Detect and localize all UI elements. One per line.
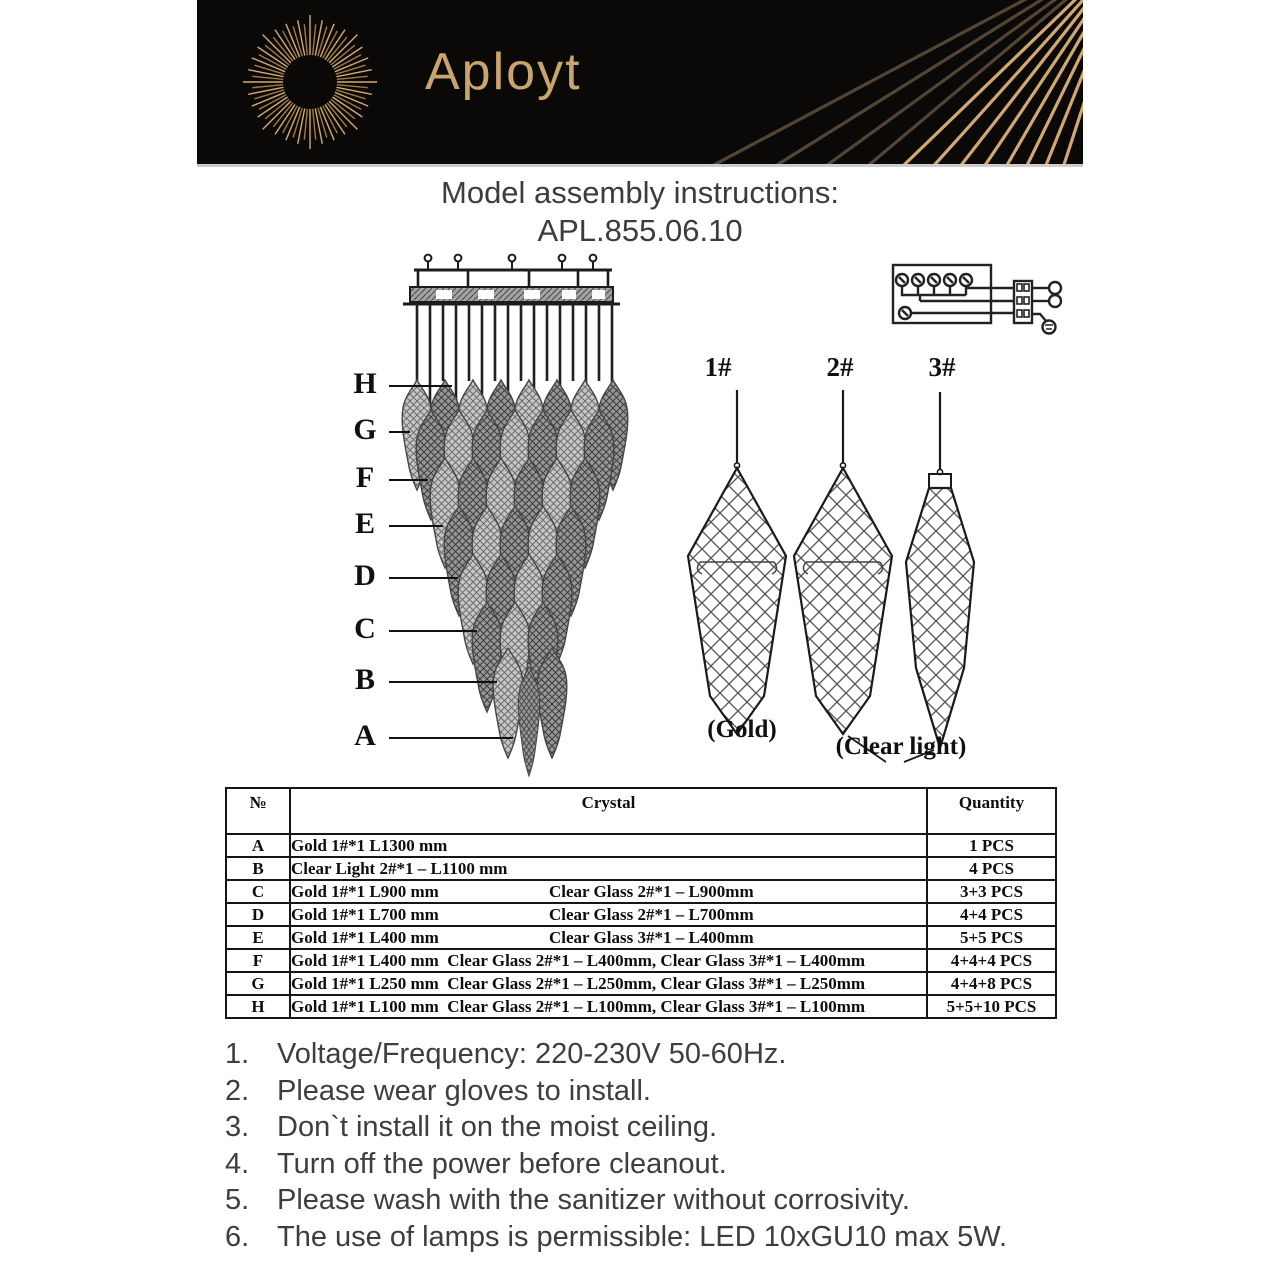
level-label-b: B (354, 663, 375, 696)
row-no: F (226, 949, 290, 972)
row-no: E (226, 926, 290, 949)
instruction-item (225, 1219, 1235, 1256)
instruction-text: Don`t install it on the moist ceiling. (277, 1111, 718, 1144)
row-crystal (290, 880, 927, 903)
wiring-diagram (893, 265, 1061, 334)
crystal-type-1-label: 1# (704, 352, 732, 382)
crystal-text: Gold 1#*1 L400 mm (291, 927, 439, 947)
table-row (226, 857, 1056, 880)
row-quantity: 5+5+10 PCS (927, 995, 1056, 1018)
row-crystal (290, 857, 927, 880)
level-label-f: F (355, 461, 375, 494)
instruction-number: 4. (225, 1147, 250, 1180)
table-header-row (226, 788, 1056, 834)
crystal-text-2: Clear Glass 3#*1 – L400mm (549, 927, 754, 947)
crystal-type-2-label: 2# (826, 352, 854, 382)
row-crystal (290, 834, 927, 857)
instruction-item (225, 1146, 1235, 1183)
level-label-h: H (353, 367, 377, 400)
row-crystal (290, 949, 927, 972)
row-no: B (226, 857, 290, 880)
crystal-text: Gold 1#*1 L250 mm Clear Glass 2#*1 – L250mm, Clear Glass 3#*1 – L250mm (291, 973, 866, 993)
title-line1: Model assembly instructions: (441, 175, 839, 210)
table-row (226, 903, 1056, 926)
instruction-number: 5. (225, 1184, 250, 1217)
table-row (226, 926, 1056, 949)
brand-name: Aployt (425, 43, 582, 101)
crystal-text: Gold 1#*1 L700 mm (291, 904, 439, 924)
row-quantity: 5+5 PCS (927, 926, 1056, 949)
row-no: H (226, 995, 290, 1018)
instruction-number: 2. (225, 1074, 250, 1107)
row-no: C (226, 880, 290, 903)
row-quantity: 4 PCS (927, 857, 1056, 880)
clear-light-caption: (Clear light) (835, 733, 967, 760)
row-no: G (226, 972, 290, 995)
instruction-item (225, 1109, 1235, 1146)
table-row (226, 972, 1056, 995)
row-quantity: 3+3 PCS (927, 880, 1056, 903)
instructions-list (225, 1036, 1235, 1256)
crystal-2-drawing (794, 390, 892, 734)
row-quantity: 4+4+4 PCS (927, 949, 1056, 972)
instruction-item (225, 1182, 1235, 1219)
level-label-a: A (354, 719, 376, 752)
instruction-text: Please wash with the sanitizer without corrosivity. (277, 1184, 910, 1217)
instruction-text: Voltage/Frequency: 220-230V 50-60Hz. (277, 1038, 787, 1070)
header-quantity: Quantity (927, 788, 1056, 834)
parts-table (225, 787, 1057, 1019)
row-no: D (226, 903, 290, 926)
instruction-item (225, 1036, 1235, 1073)
table-row (226, 949, 1056, 972)
crystal-text-2: Clear Glass 2#*1 – L900mm (549, 881, 754, 901)
table-row (226, 880, 1056, 903)
crystal-text: Gold 1#*1 L1300 mm (291, 835, 448, 855)
crystal-text: Clear Light 2#*1 – L1100 mm (291, 858, 508, 878)
table-row (226, 995, 1056, 1018)
header-crystal: Crystal (290, 788, 927, 834)
level-label-e: E (354, 507, 375, 540)
row-crystal (290, 972, 927, 995)
crystal-text: Gold 1#*1 L900 mm (291, 881, 439, 901)
instruction-item (225, 1073, 1235, 1110)
instruction-text: Turn off the power before cleanout. (277, 1147, 727, 1180)
crystal-type-3-label: 3# (928, 352, 956, 382)
crystal-text: Gold 1#*1 L100 mm Clear Glass 2#*1 – L100mm, Clear Glass 3#*1 – L100mm (291, 996, 866, 1016)
level-label-g: G (353, 413, 377, 446)
level-label-d: D (354, 559, 376, 592)
crystal-text-2: Clear Glass 2#*1 – L700mm (549, 904, 754, 924)
instruction-number: 6. (225, 1220, 250, 1253)
crystal-3-drawing (906, 392, 974, 748)
row-crystal (290, 926, 927, 949)
row-no: A (226, 834, 290, 857)
row-quantity: 1 PCS (927, 834, 1056, 857)
crystal-1-drawing (688, 390, 786, 734)
gold-caption: (Gold) (707, 716, 777, 743)
header-no: № (226, 788, 290, 834)
level-label-c: C (354, 612, 376, 645)
ceiling-plate-drawing (403, 255, 620, 304)
row-quantity: 4+4+8 PCS (927, 972, 1056, 995)
crystal-text: Gold 1#*1 L400 mm Clear Glass 2#*1 – L400mm, Clear Glass 3#*1 – L400mm (291, 950, 866, 970)
instruction-number: 1. (225, 1038, 250, 1070)
row-crystal (290, 903, 927, 926)
row-quantity: 4+4 PCS (927, 903, 1056, 926)
title-line2: APL.855.06.10 (537, 213, 743, 248)
table-row (226, 834, 1056, 857)
instruction-text: Please wear gloves to install. (277, 1074, 651, 1107)
instruction-text: The use of lamps is permissible: LED 10xGU10 max 5W. (277, 1220, 1008, 1253)
row-crystal (290, 995, 927, 1018)
instruction-number: 3. (225, 1111, 250, 1144)
